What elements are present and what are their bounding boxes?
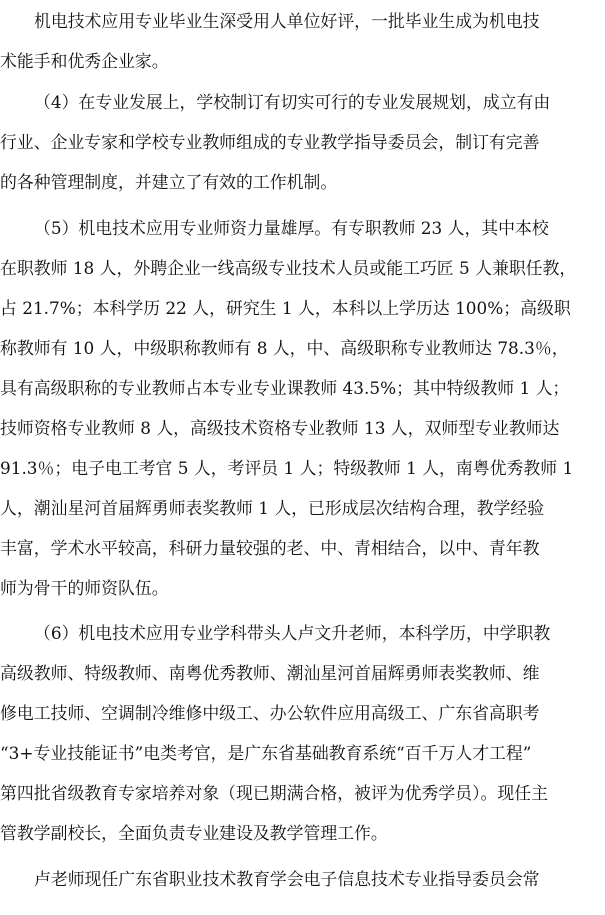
text-line: （4）在专业发展上，学校制订有切实可行的专业发展规划，成立有由: [34, 93, 551, 113]
text-line: 高级教师、特级教师、南粤优秀教师、潮汕星河首届辉勇师表奖教师、维: [0, 664, 540, 684]
text-line: 卢老师现任广东省职业技术教育学会电子信息技术专业指导委员会常: [34, 870, 540, 890]
text-line: 机电技术应用专业毕业生深受用人单位好评，一批毕业生成为机电技: [34, 12, 540, 32]
text-line: 的各种管理制度，并建立了有效的工作机制。: [0, 173, 338, 193]
text-line: 管教学副校长，全面负责专业建设及教学管理工作。: [0, 824, 388, 844]
text-line: 在职教师 18 人，外聘企业一线高级专业技术人员或能工巧匠 5 人兼职任教，: [0, 259, 577, 279]
text-line: 术能手和优秀企业家。: [0, 52, 169, 72]
text-line: 占 21.7%；本科学历 22 人，研究生 1 人，本科以上学历达 100%；高级职: [0, 299, 571, 319]
text-line: 行业、企业专家和学校专业教师组成的专业教学指导委员会，制订有完善: [0, 133, 540, 153]
text-line: 师为骨干的师资队伍。: [0, 579, 169, 599]
text-line: 修电工技师、空调制冷维修中级工、办公软件应用高级工、广东省高职考: [0, 704, 540, 724]
text-line: 称教师有 10 人，中级职称教师有 8 人，中、高级职称专业教师达 78.3％，: [0, 339, 569, 359]
text-line: 具有高级职称的专业教师占本专业专业课教师 43.5%；其中特级教师 1 人；: [0, 379, 570, 399]
text-line: （6）机电技术应用专业学科带头人卢文升老师，本科学历，中学职教: [34, 624, 551, 644]
text-line: 人，潮汕星河首届辉勇师表奖教师 1 人，已形成层次结构合理，教学经验: [0, 499, 545, 519]
text-line: “3+专业技能证书”电类考官，是广东省基础教育系统“百千万人才工程”: [0, 744, 532, 764]
text-line: 91.3％；电子电工考官 5 人，考评员 1 人；特级教师 1 人，南粤优秀教师 1: [0, 459, 574, 479]
text-line: 第四批省级教育专家培养对象（现已期满合格，被评为优秀学员）。现任主: [0, 784, 548, 804]
text-line: （5）机电技术应用专业师资力量雄厚。有专职教师 23 人，其中本校: [34, 219, 549, 239]
text-line: 丰富，学术水平较高，科研力量较强的老、中、青相结合，以中、青年教: [0, 539, 540, 559]
text-line: 技师资格专业教师 8 人，高级技术资格专业教师 13 人，双师型专业教师达: [0, 419, 560, 439]
